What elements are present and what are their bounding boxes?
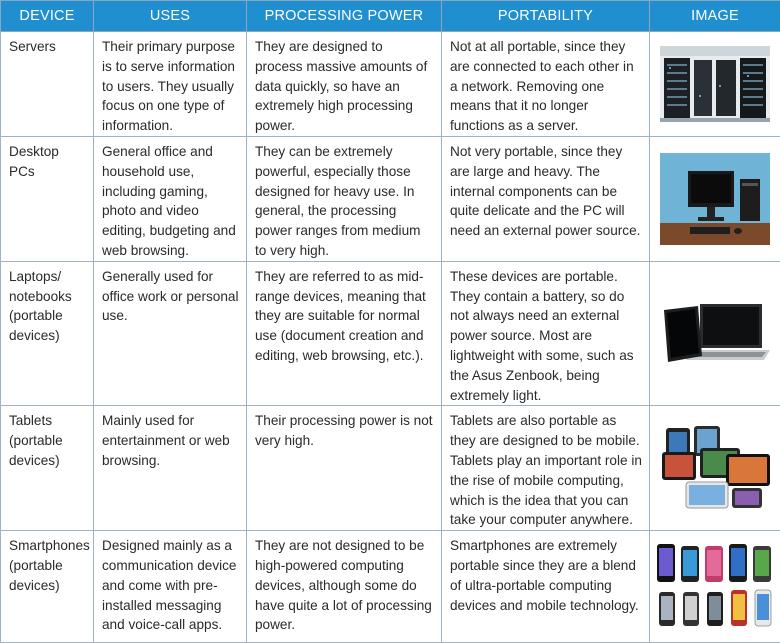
image-cell [650,136,780,261]
laptop-tablet-image [658,294,772,374]
uses-cell: Mainly used for entertainment or web browsing. [94,406,247,531]
device-cell: Smartphones (portable devices) [1,531,94,643]
table-row [1,531,780,643]
header-processing-power: PROCESSING POWER [247,1,442,32]
header-portability: PORTABILITY [442,1,650,32]
desktop-pc-image [660,153,770,245]
tablets-image [656,422,774,514]
portability-cell: Smartphones are extremely portable since they are a blend of ultra-portable computing devices and mobile technology. [442,531,650,643]
device-cell: Laptops/ notebooks (portable devices) [1,261,94,406]
smartphones-image [655,542,775,632]
server-racks-image [660,46,770,122]
processing-cell: They are not designed to be high-powered computing devices, although some do have quite a lot of processing power. [247,531,442,643]
device-cell: Tablets (portable devices) [1,406,94,531]
header-device: DEVICE [1,1,94,32]
device-cell: Servers [1,32,94,137]
processing-cell: They can be extremely powerful, especially those designed for heavy use. In general, the processing power ranges from medium to very high. [247,136,442,261]
table-row [1,406,780,531]
image-cell [650,406,780,531]
table-row [1,261,780,406]
uses-cell: General office and household use, including gaming, photo and video editing, budgeting and web browsing. [94,136,247,261]
uses-cell: Their primary purpose is to serve information to users. They usually focus on one type of information. [94,32,247,137]
table-row [1,136,780,261]
processing-cell: They are designed to process massive amounts of data quickly, so have an extremely high processing power. [247,32,442,137]
uses-cell: Generally used for office work or personal use. [94,261,247,406]
header-uses: USES [94,1,247,32]
header-image: IMAGE [650,1,780,32]
uses-cell: Designed mainly as a communication device and come with pre-installed messaging and voice-call apps. [94,531,247,643]
portability-cell: Not at all portable, since they are connected to each other in a network. Removing one means that it no longer functions as a server. [442,32,650,137]
header-row [1,1,780,32]
device-cell: Desktop PCs [1,136,94,261]
processing-cell: They are referred to as mid-range devices, meaning that they are suitable for normal use (document creation and editing, web browsing, etc.). [247,261,442,406]
processing-cell: Their processing power is not very high. [247,406,442,531]
portability-cell: Tablets are also portable as they are designed to be mobile. Tablets play an important role in the rise of mobile computing, which is the idea that you can take your computer anywhere. [442,406,650,531]
portability-cell: Not very portable, since they are large and heavy. The internal components can be quite delicate and the PC will need an external power source. [442,136,650,261]
image-cell [650,32,780,137]
image-cell [650,531,780,643]
image-cell [650,261,780,406]
portability-cell: These devices are portable. They contain a battery, so do not always need an external power source. Most are lightweight with some, such as the Asus Zenbook, being extremely light. [442,261,650,406]
table-row [1,32,780,137]
